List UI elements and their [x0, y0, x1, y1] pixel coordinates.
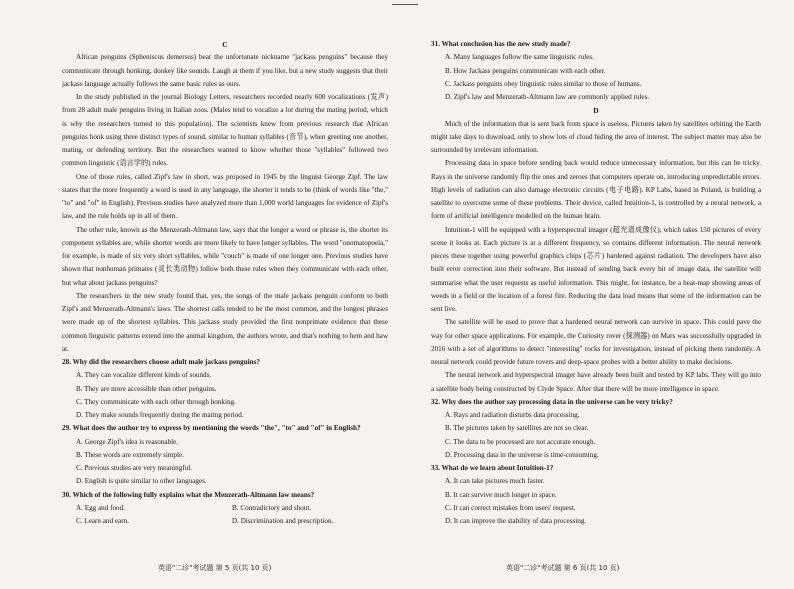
q31-option-a: A. Many languages follow the same linguistic rules.: [445, 53, 594, 62]
q33-option-c: C. It can correct mistakes from users' request.: [445, 503, 576, 512]
q33-option-b: B. It can survive much longer in space.: [445, 490, 557, 499]
passage-c-paragraph-5: The researchers in the new study found that, yes, the songs of the male jackass penguin conform to both Zipf's and Menzerath-Altmann's laws. The shortest calls tended to be the most common, and the longest phrases were made up of the shortest syllables. This jackass study provided the first nonprimate evidence that these common linguistic patterns extend into the animal kingdom, the authors wrote, and that's nothing to hem and haw at.: [62, 291, 388, 353]
section-heading-d: D: [593, 106, 599, 116]
q30-option-d: D. Discrimination and prescription.: [232, 517, 334, 525]
q29-option-a: A. George Zipf's idea is reasonable.: [76, 437, 179, 446]
q31-option-b: B. How Jackass penguins communicate with each other.: [445, 66, 606, 75]
page-footer-left: 英语"二诊"考试题 第 5 页(共 10 页): [158, 564, 272, 572]
fold-mark: [392, 4, 418, 11]
passage-c-paragraph-4: The other rule, known as the Menzerath-Altmann law, says that the longer a word or phrase is, the shorter its component syllables are, while shorter words are more likely to have longer syllables. The word "onomatopoeia," for example, is made of six very short syllables, while "couch" is made of one longer one. Previous studies have shown that nonhuman primates (灵长类动物) follow both these rules when they communicate with each other, but what about jackass penguins?: [62, 225, 388, 287]
passage-d-paragraph-1: Much of the information that is sent back from space is useless. Pictures taken by satellites orbiting the Earth might take days to download, only to show lots of cloud hiding the area of interest. The subject matter may also be surrounded by irrelevant information.: [431, 119, 761, 154]
q28-option-b: B. They are more accessible than other penguins.: [76, 384, 217, 393]
q31-option-c: C. Jackass penguins obey linguistic rules similar to those of humans.: [445, 79, 642, 88]
question-28: 28. Why did the researchers choose adult male jackass penguins?: [62, 358, 260, 366]
q29-option-d: D. English is quite similar to other languages.: [76, 477, 207, 486]
q29-option-c: C. Previous studies are very meaningful.: [76, 464, 193, 472]
passage-d-paragraph-5: The neural network and hyperspectral imager have already been built and tested by KP labs. They will go into a satellite body being constructed by Clyde Space. After that there will be more intelligence in space.: [431, 371, 761, 393]
q28-option-a: A. They can vocalize different kinds of sounds.: [76, 371, 212, 380]
q28-option-d: D. They make sounds frequently during the mating period.: [76, 411, 244, 419]
q32-option-b: B. The pictures taken by satellites are not so clear.: [445, 424, 589, 433]
q29-option-b: B. These words are extremely simple.: [76, 450, 184, 459]
passage-d-paragraph-4: The satellite will be used to prove that a hardened neural network can survive in space. This could pave the way for other space applications. For example, the Curiosity rover (探测器) on Mars was successfully upgraded in 2016 with a set of algorithms to detect "interesting" rocks for investigation, instead of picking them randomly. A neural network could provide future rovers and deep-space probes with a better ability to make decisions.: [431, 318, 761, 366]
left-column: [62, 38, 388, 556]
q32-option-d: D. Processing data in the universe is time-consuming.: [445, 450, 599, 459]
passage-d-paragraph-2: Processing data in space before sending back would reduce unnecessary information, but this can be tricky. Rays in the universe randomly flip the ones and zeroes that computers operate on, introducing unpredictable errors. High levels of radiation can also damage electronic circuits (电子电路). KP Labs, based in Poland, is building a satellite to overcome some of these problems. Their device, called Intuition-1, is controlled by a neural network, a form of artificial intelligence modelled on the human brain.: [431, 159, 761, 221]
q32-option-a: A. Rays and radiation disturbs data processing.: [445, 411, 580, 419]
question-29: 29. What does the author try to express by mentioning the words "the", "to" and "of" in English?: [62, 424, 361, 433]
q30-options-row-2: [62, 515, 388, 528]
section-heading-c: C: [222, 40, 228, 49]
question-30: 30. Which of the following fully explains what the Menzerath-Altmann law means?: [62, 490, 315, 499]
passage-c-paragraph-1: African penguins (Spheniscus demersus) bear the unfortunate nickname "jackass penguins" because they communicate through honking, donkey like sounds. Laugh at them if you like, but a new study suggests that their jackass language actually follows the same basic rules as ours.: [62, 53, 388, 88]
q30-option-a: A. Egg and food.: [76, 503, 125, 512]
q33-option-d: D. It can improve the stability of data processing.: [445, 517, 587, 525]
q30-option-b: B. Contradictory and shout.: [232, 503, 312, 512]
q28-option-c: C. They communicate with each other through honking.: [76, 397, 236, 406]
question-32: 32. Why does the author say processing data in the universe can be very tricky?: [431, 397, 673, 406]
passage-d-paragraph-3: Intuition-1 will be equipped with a hyperspectral imager (超光谱成像仪), which takes 150 pictures of every scene it looks at. Each picture is at a different frequency, so contains different information. The neural network pieces these together using powerful graphics chips (芯片) hardened against radiation. The developers have also built error correction into their software. But instead of sending back every bit of image data, the satellite will summarise what the user requests as useful information. This might, for instance, be a heat-map showing areas of weeds in a field or the location of a forest fire. Reducing the data load means that some of the information can be sent live.: [431, 225, 761, 313]
q30-options-row-1: [62, 502, 388, 515]
q33-option-a: A. It can take pictures much faster.: [445, 477, 545, 486]
right-column: [431, 38, 761, 556]
question-31: 31. What conclusion has the new study made?: [431, 40, 571, 48]
passage-c-paragraph-2: In the study published in the journal Biology Letters, researchers recorded nearly 600 vocalizations (发声) from 28 adult male penguins living in Italian zoos. (Males tend to vocalize a lot during the mating period, which is why the researchers turned to this population). The scientists knew from previous research that African penguins honk using three distinct types of sound, similar to human syllables (音节), when greeting one another, mating, or defending territory. But the researchers wanted to know whether those "syllables" followed two common linguistic (语言学的) rules.: [62, 93, 388, 168]
passage-c-paragraph-3: One of those rules, called Zipf's law in short, was proposed in 1945 by the linguist George Zipf. The law states that the more frequently a word is used in any language, the shorter it tends to be (think of words like "the," "to" and "of" in English). Previous studies have analyzed more than 1,000 world languages for evidence of Zipf's law, and the rule holds up in all of them.: [62, 172, 388, 221]
page-footer-right: 英语"二诊"考试题 第 6 页(共 10 页): [506, 564, 620, 572]
q30-option-c: C. Learn and earn.: [76, 517, 129, 525]
q32-option-c: C. The data to be processed are not accurate enough.: [445, 437, 596, 446]
q31-option-d: D. Zipf's law and Menzerath-Altmann law are commonly applied rules.: [445, 93, 650, 101]
question-33: 33. What do we learn about Intuition-1?: [431, 464, 554, 472]
